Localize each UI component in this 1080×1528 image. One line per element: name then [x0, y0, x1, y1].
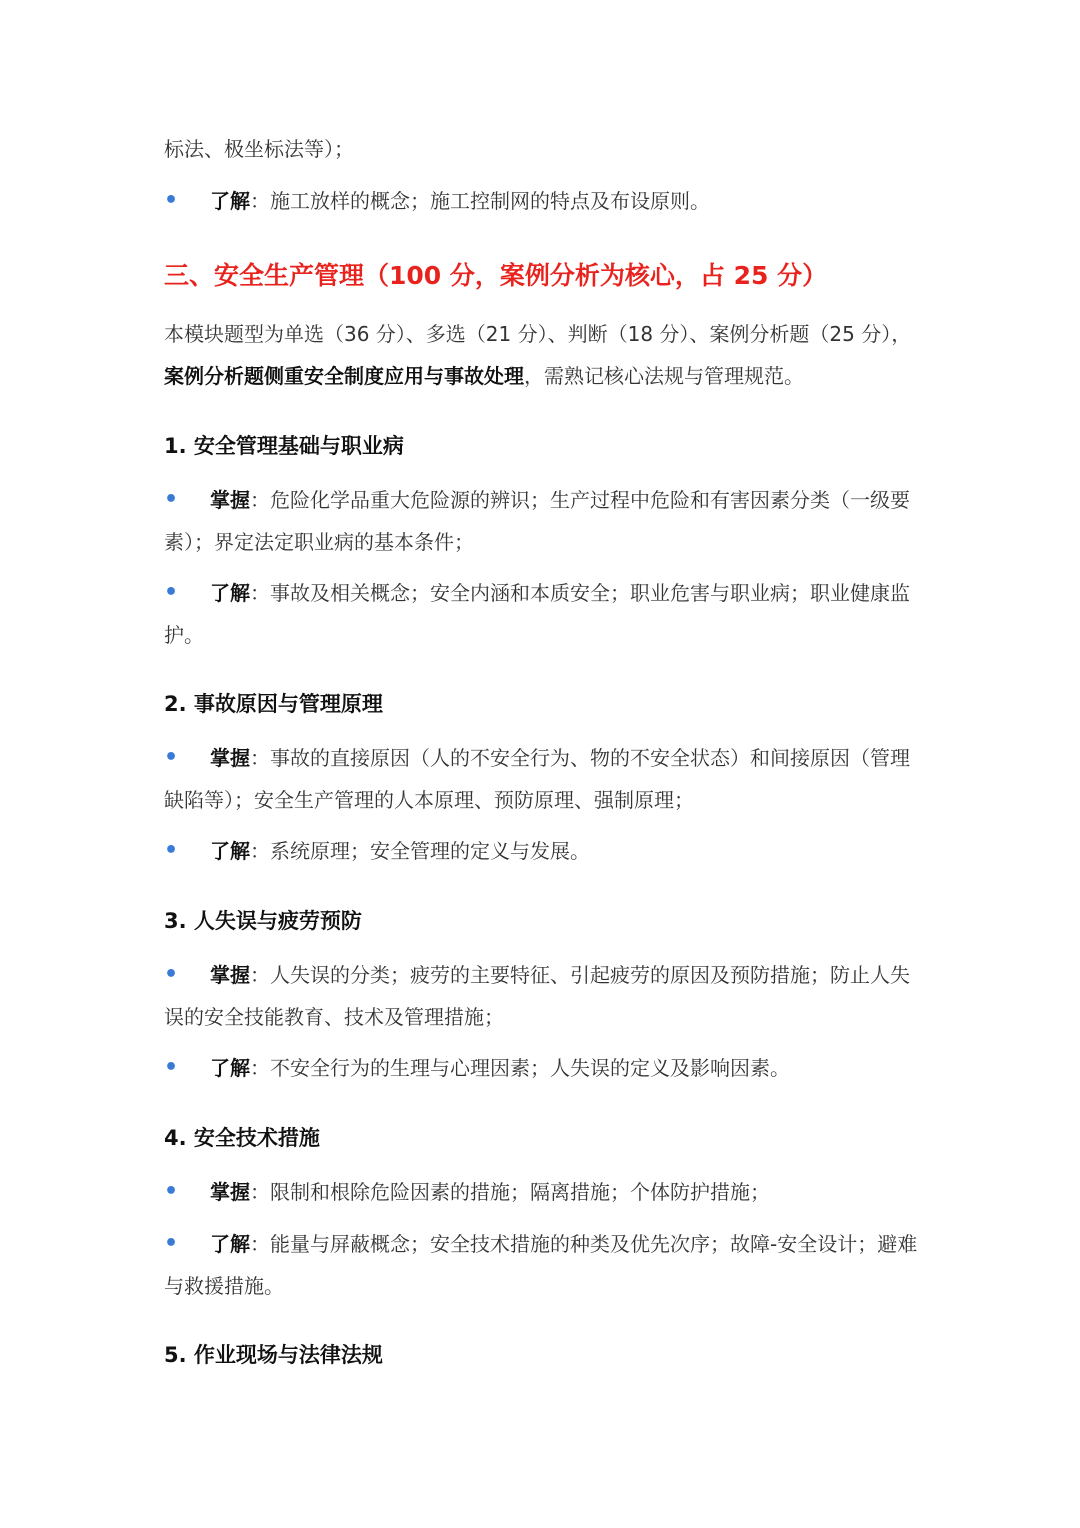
section-desc-part1: 本模块题型为单选（36 分）、多选（21 分）、判断（18 分）、案例分析题（25 分），	[164, 322, 912, 346]
bullet-dot-icon: •	[164, 188, 179, 213]
subsection-title: 4. 安全技术措施	[164, 1126, 320, 1150]
bullet-text: ：事故及相关概念；安全内涵和本质安全；职业危害与职业病；职业健康监护。	[164, 581, 910, 647]
subsection-title: 2. 事故原因与管理原理	[164, 692, 383, 716]
bullet-dot-icon: •	[164, 1231, 179, 1256]
list-item	[164, 737, 924, 821]
bullet-label: 掌握	[210, 963, 250, 987]
bullet-label: 掌握	[210, 488, 250, 512]
list-item	[164, 572, 924, 656]
bullet-label: 掌握	[210, 746, 250, 770]
subsection-title: 5. 作业现场与法律法规	[164, 1343, 383, 1367]
list-item	[164, 830, 924, 872]
list-item	[164, 1223, 924, 1307]
section-description	[164, 313, 924, 397]
list-item	[164, 479, 924, 563]
bullet-dot-icon: •	[164, 1179, 179, 1204]
bullet-label: 了解	[210, 1056, 250, 1080]
list-item	[164, 1171, 924, 1213]
bullet-text: ：事故的直接原因（人的不安全行为、物的不安全状态）和间接原因（管理缺陷等）；安全生产管理的人本原理、预防原理、强制原理；	[164, 746, 910, 812]
bullet-text: ：施工放样的概念；施工控制网的特点及布设原则。	[250, 189, 710, 213]
bullet-text: ：系统原理；安全管理的定义与发展。	[250, 839, 590, 863]
list-item	[164, 954, 924, 1038]
intro-bullet	[164, 180, 924, 222]
bullet-text: ：人失误的分类；疲劳的主要特征、引起疲劳的原因及预防措施；防止人失误的安全技能教育、技术及管理措施；	[164, 963, 910, 1029]
bullet-label: 了解	[210, 839, 250, 863]
bullet-dot-icon: •	[164, 580, 179, 605]
bullet-label: 掌握	[210, 1180, 250, 1204]
bullet-text: ：限制和根除危险因素的措施；隔离措施；个体防护措施；	[250, 1180, 770, 1204]
intro-tail-text: 标法、极坐标法等）；	[164, 137, 354, 161]
section-desc-bold: 案例分析题侧重安全制度应用与事故处理	[164, 364, 524, 388]
bullet-dot-icon: •	[164, 962, 179, 987]
bullet-text: ：不安全行为的生理与心理因素；人失误的定义及影响因素。	[250, 1056, 790, 1080]
bullet-dot-icon: •	[164, 838, 179, 863]
list-item	[164, 1047, 924, 1089]
bullet-dot-icon: •	[164, 487, 179, 512]
bullet-text: ：危险化学品重大危险源的辨识；生产过程中危险和有害因素分类（一级要素）；界定法定职业病的基本条件；	[164, 488, 910, 554]
bullet-label: 了解	[210, 1232, 250, 1256]
section-title: 三、安全生产管理（100 分，案例分析为核心，占 25 分）	[164, 261, 828, 290]
bullet-dot-icon: •	[164, 745, 179, 770]
bullet-label: 了解	[210, 189, 250, 213]
subsection-title: 1. 安全管理基础与职业病	[164, 434, 404, 458]
bullet-dot-icon: •	[164, 1055, 179, 1080]
bullet-text: ：能量与屏蔽概念；安全技术措施的种类及优先次序；故障-安全设计；避难与救援措施。	[164, 1232, 918, 1298]
section-desc-part2: ，需熟记核心法规与管理规范。	[524, 364, 804, 388]
bullet-label: 了解	[210, 581, 250, 605]
subsection-title: 3. 人失误与疲劳预防	[164, 909, 362, 933]
